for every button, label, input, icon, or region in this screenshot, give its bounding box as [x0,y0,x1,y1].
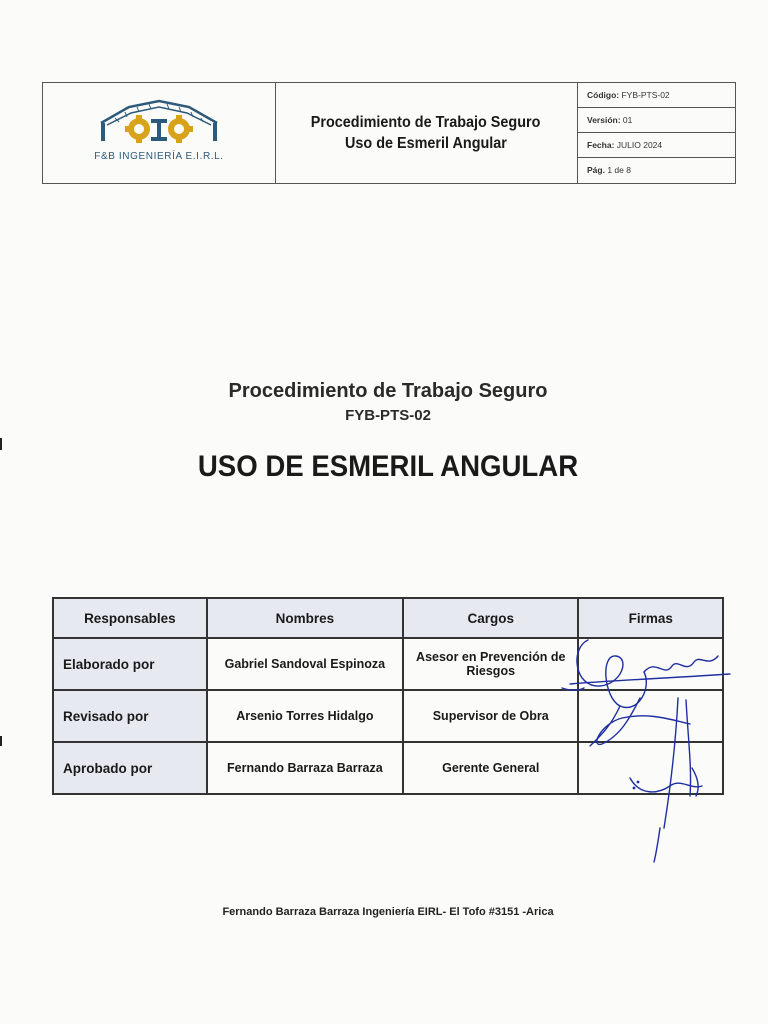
row-position: Supervisor de Obra [403,690,578,742]
meta-date-value: JULIO 2024 [616,140,663,150]
row-name: Arsenio Torres Hidalgo [207,690,403,742]
header-nombres: Nombres [207,598,403,638]
header-title [275,83,578,183]
header-firmas: Firmas [578,598,723,638]
header-responsables: Responsables [53,598,207,638]
company-name: F&B INGENIERÍA E.I.R.L. [94,151,224,162]
meta-page [577,158,735,183]
row-name: Fernando Barraza Barraza [207,742,403,794]
cover-code: FYB-PTS-02 [345,407,431,424]
header-cargos: Cargos [403,598,578,638]
document-header [42,82,736,184]
header-title-line-1: Procedimiento de Trabajo Seguro [311,114,541,131]
meta-code [577,83,735,108]
document-metadata [577,83,735,183]
meta-version-label: Versión: [587,115,621,125]
row-role: Elaborado por [53,638,207,690]
row-position: Asesor en Prevención de Riesgos [403,638,578,690]
meta-code-label: Código: [587,90,620,100]
meta-page-label: Pág. [587,165,605,175]
footer-address: Fernando Barraza Barraza Ingeniería EIRL- El Tofo #3151 -Arica [222,906,554,918]
meta-date-label: Fecha: [587,140,615,150]
scan-mark-left-1 [0,438,2,450]
header-title-line-2: Uso de Esmeril Angular [345,135,507,152]
row-role: Aprobado por [53,742,207,794]
company-logo-cell [43,83,276,183]
handwritten-signature [560,628,740,868]
meta-date [577,133,735,158]
cover-subject: USO DE ESMERIL ANGULAR [197,450,579,483]
meta-version-value: 01 [622,115,633,125]
company-logo [95,97,223,147]
meta-page-value: 1 de 8 [607,165,631,175]
scan-mark-left-2 [0,736,2,746]
meta-code-value: FYB-PTS-02 [621,90,670,100]
row-position: Gerente General [403,742,578,794]
row-name: Gabriel Sandoval Espinoza [207,638,403,690]
meta-version [577,108,735,133]
row-role: Revisado por [53,690,207,742]
cover-title: Procedimiento de Trabajo Seguro [228,380,548,402]
